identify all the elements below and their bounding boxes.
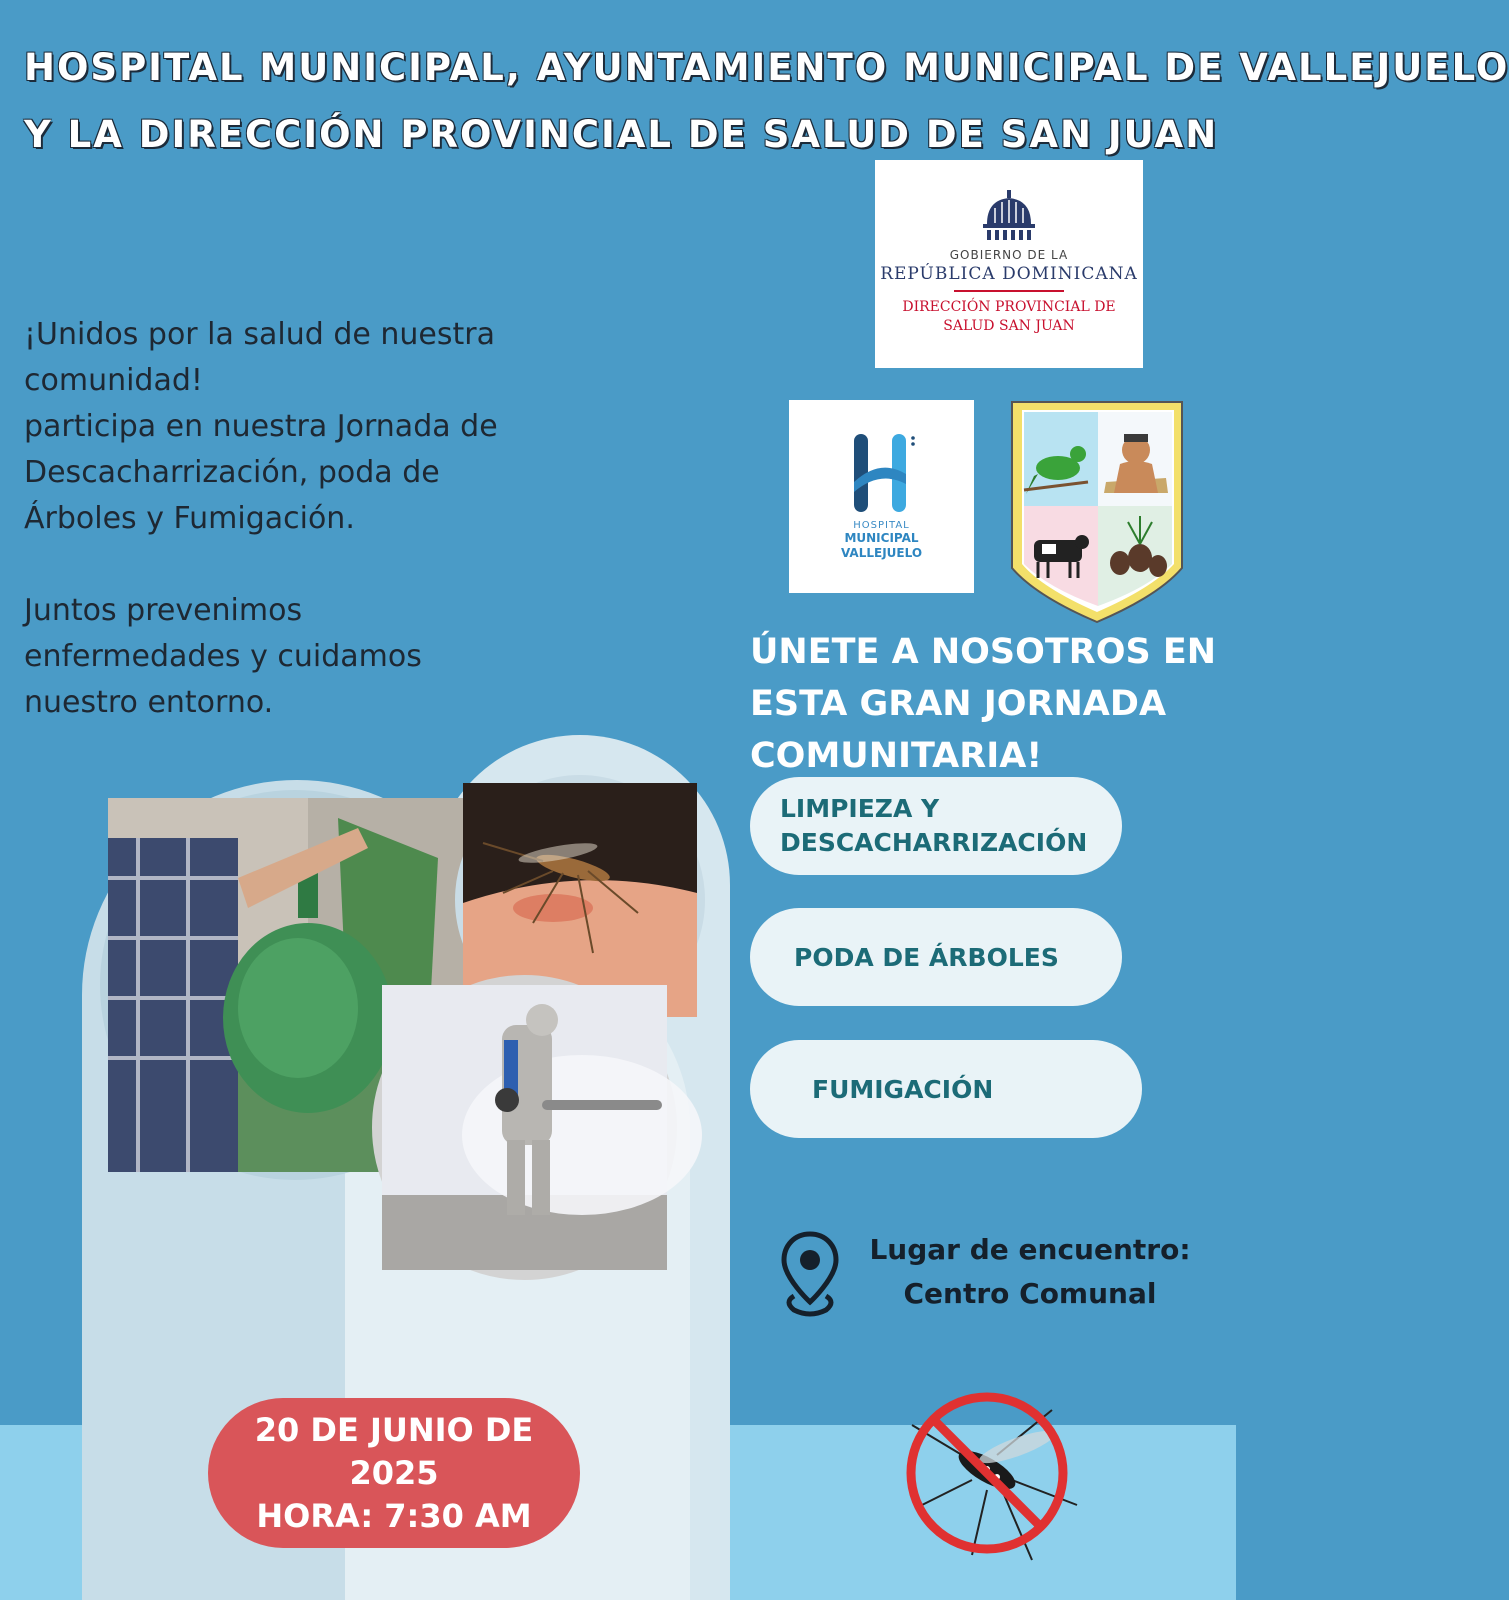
- gov-text: REPÚBLICA DOMINICANA: [880, 264, 1138, 284]
- activity-label: FUMIGACIÓN: [812, 1074, 994, 1104]
- join-heading: [750, 626, 1230, 782]
- gov-text: GOBIERNO DE LA: [949, 248, 1069, 262]
- location-pin-icon: [780, 1230, 840, 1320]
- hospital-h-icon: [842, 430, 922, 516]
- join-line: COMUNITARIA!: [750, 736, 1043, 776]
- activity-fumigation: [750, 1040, 1142, 1138]
- title-line: Y LA DIRECCIÓN PROVINCIAL DE SALUD DE SAN JUAN: [24, 113, 1219, 156]
- hospital-text: VALLEJUELO: [840, 546, 923, 560]
- hospital-logo: [789, 400, 974, 593]
- activity-label: LIMPIEZA Y: [780, 794, 940, 823]
- join-line: ÚNETE A NOSOTROS EN: [750, 632, 1217, 672]
- intro-line: enfermedades y cuidamos: [24, 639, 422, 674]
- location-place: Centro Comunal: [903, 1277, 1157, 1310]
- hospital-text: HOSPITAL: [853, 520, 910, 531]
- spacer: [24, 542, 584, 588]
- gov-text: DIRECCIÓN PROVINCIAL DE: [902, 299, 1116, 315]
- event-date: 2025: [349, 1454, 439, 1492]
- poster-title: [24, 34, 1509, 168]
- activity-label: DESCACHARRIZACIÓN: [780, 828, 1088, 857]
- hospital-text: MUNICIPAL: [844, 531, 919, 545]
- activity-label: PODA DE ÁRBOLES: [794, 942, 1059, 972]
- activity-cleaning: [750, 777, 1122, 875]
- intro-text: [24, 312, 584, 726]
- divider: [954, 290, 1064, 292]
- intro-line: nuestro entorno.: [24, 685, 274, 720]
- government-logo: [875, 160, 1143, 368]
- municipal-shield-icon: [1008, 398, 1186, 626]
- event-date-time: [208, 1398, 580, 1548]
- no-mosquito-icon: [892, 1385, 1092, 1565]
- intro-line: Árboles y Fumigación.: [24, 501, 355, 536]
- location-label: Lugar de encuentro:: [869, 1233, 1191, 1266]
- event-time: HORA: 7:30 AM: [256, 1497, 532, 1535]
- activity-pruning: [750, 908, 1122, 1006]
- meeting-location: [780, 1228, 1220, 1320]
- intro-line: Descacharrización, poda de: [24, 455, 440, 490]
- title-line: HOSPITAL MUNICIPAL, AYUNTAMIENTO MUNICIPAL DE VALLEJUELO: [24, 46, 1509, 89]
- event-date: 20 DE JUNIO DE: [254, 1411, 534, 1449]
- fumigation-photo: [372, 975, 677, 1280]
- intro-line: Juntos prevenimos: [24, 593, 303, 628]
- join-line: ESTA GRAN JORNADA: [750, 684, 1167, 724]
- gov-text: SALUD SAN JUAN: [943, 318, 1075, 334]
- dome-icon: [979, 190, 1039, 242]
- intro-line: comunidad!: [24, 363, 203, 398]
- intro-line: ¡Unidos por la salud de nuestra: [24, 317, 495, 352]
- intro-line: participa en nuestra Jornada de: [24, 409, 498, 444]
